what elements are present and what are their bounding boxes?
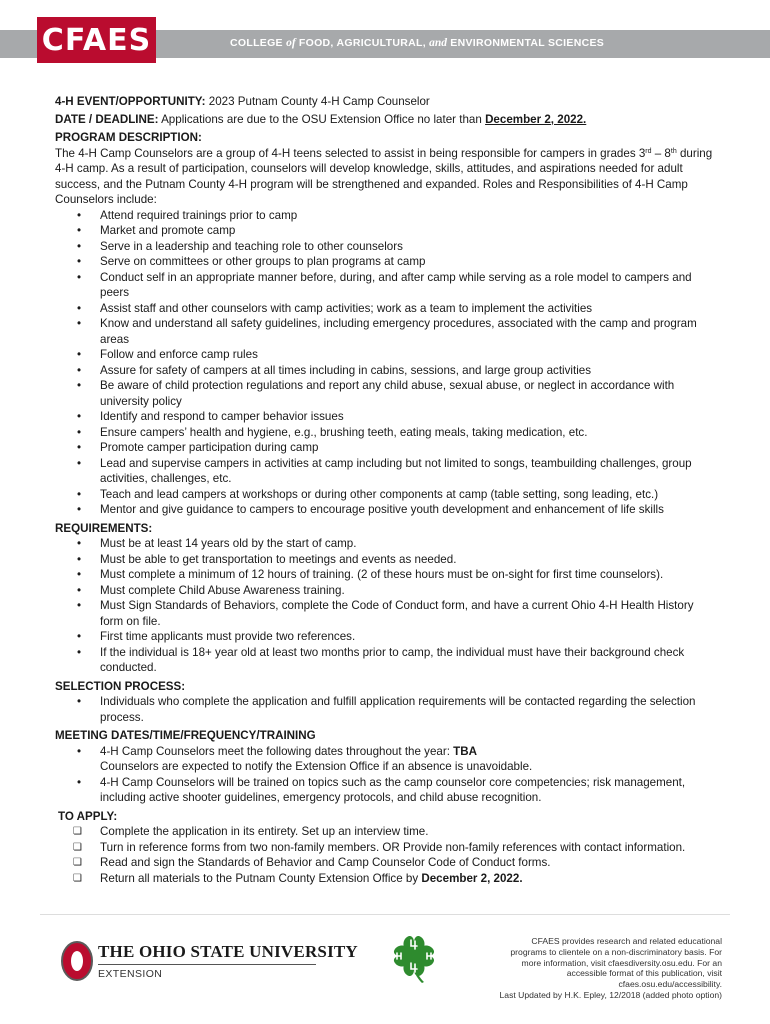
- event-label: 4-H EVENT/OPPORTUNITY:: [55, 95, 206, 108]
- requirements-list: [55, 536, 715, 676]
- list-item: • Know and understand all safety guidelines, including emergency procedures, associated with the camp and program areas: [55, 316, 715, 347]
- list-item: • Attend required trainings prior to camp: [55, 208, 715, 224]
- college-tagline: [230, 37, 604, 49]
- legal-line: more information, visit cfaesdiversity.osu.edu. For an: [521, 957, 722, 968]
- osu-rule: [98, 964, 316, 965]
- legal-line: CFAES provides research and related educational: [531, 936, 722, 946]
- apply-checklist: [55, 824, 715, 886]
- list-item: [55, 744, 715, 775]
- program-intro-b: – 8: [651, 146, 671, 160]
- cfaes-logo-text: CFAES: [41, 22, 152, 58]
- meeting-heading: MEETING DATES/TIME/FREQUENCY/TRAINING: [55, 729, 316, 742]
- requirements-heading: REQUIREMENTS:: [55, 521, 153, 535]
- meeting-list: [55, 744, 715, 806]
- list-item: • Must be able to get transportation to meetings and events as needed.: [55, 552, 715, 568]
- college-suffix: ENVIRONMENTAL SCIENCES: [450, 37, 605, 49]
- meeting-tba: TBA: [453, 744, 477, 758]
- college-mid: FOOD, AGRICULTURAL,: [298, 37, 426, 49]
- selection-list: [55, 694, 715, 725]
- program-intro-a: The 4-H Camp Counselors are a group of 4-H teens selected to assist in being responsible for campers in grades 3: [55, 146, 646, 160]
- deadline-date: December 2, 2022.: [485, 112, 587, 126]
- college-and: and: [429, 37, 448, 49]
- legal-line: programs to clientele on a non-discriminatory basis. For: [510, 946, 722, 957]
- list-item: • Conduct self in an appropriate manner before, during, and after camp while serving as a role model to campers and peers: [55, 270, 715, 301]
- deadline-value: Applications are due to the OSU Extension Office no later than: [161, 112, 482, 126]
- list-item: • Teach and lead campers at workshops or during other components at camp (table setting, song leading, etc.): [55, 487, 715, 503]
- list-item: • Must complete a minimum of 12 hours of training. (2 of these hours must be on-sight for first time counselors).: [55, 567, 715, 583]
- footer-divider: [40, 914, 730, 915]
- checklist-item: [55, 871, 715, 887]
- list-item: • Assist staff and other counselors with camp activities; work as a team to implement the activities: [55, 301, 715, 317]
- list-item: • Identify and respond to camper behavior issues: [55, 409, 715, 425]
- block-o-icon: [60, 940, 94, 982]
- program-heading: PROGRAM DESCRIPTION:: [55, 131, 202, 144]
- osu-name: THE OHIO STATE UNIVERSITY: [98, 942, 358, 961]
- list-item: • Individuals who complete the application and fulfill application requirements will be contacted regarding the selection process.: [55, 694, 715, 725]
- deadline-line: [55, 112, 715, 128]
- program-intro-sup2: th: [670, 147, 677, 155]
- program-intro: [55, 146, 715, 208]
- list-item: • First time applicants must provide two references.: [55, 629, 715, 645]
- list-item: • 4-H Camp Counselors will be trained on topics such as the camp counselor core competencies; risk management, including active shooter guidelines, emergency protocols, and child abuse recognition.: [55, 775, 715, 806]
- apply-last-text: Return all materials to the Putnam County Extension Office by: [100, 871, 422, 885]
- legal-line: accessible format of this publication, visit: [566, 968, 722, 979]
- college-prefix: COLLEGE: [230, 37, 283, 49]
- checklist-item: ❏ Read and sign the Standards of Behavior and Camp Counselor Code of Conduct forms.: [55, 855, 715, 871]
- deadline-label: DATE / DEADLINE:: [55, 112, 159, 126]
- list-item: • Be aware of child protection regulations and report any child abuse, sexual abuse, or neglect in accordance with university policy: [55, 378, 715, 409]
- legal-line: Last Updated by H.K. Epley, 12/2018 (added photo option): [499, 989, 722, 1000]
- apply-last-date: December 2, 2022.: [421, 871, 523, 885]
- list-item: • Follow and enforce camp rules: [55, 347, 715, 363]
- event-line: [55, 94, 715, 110]
- checklist-item: ❏ Turn in reference forms from two non-family members. OR Provide non-family references with contact information.: [55, 840, 715, 856]
- list-item: • Promote camper participation during camp: [55, 440, 715, 456]
- osu-extension-logo: [60, 938, 358, 984]
- list-item: • Must Sign Standards of Behaviors, complete the Code of Conduct form, and have a current Ohio 4-H Health History form on file.: [55, 598, 715, 629]
- legal-notice: [470, 936, 722, 1001]
- legal-line: cfaes.osu.edu/accessibility.: [618, 979, 722, 990]
- list-item: • Serve in a leadership and teaching role to other counselors: [55, 239, 715, 255]
- list-item: • Must be at least 14 years old by the start of camp.: [55, 536, 715, 552]
- list-item: • Ensure campers’ health and hygiene, e.g., brushing teeth, eating meals, taking medication, etc.: [55, 425, 715, 441]
- program-intro-sup1: rd: [645, 147, 652, 155]
- list-item: • If the individual is 18+ year old at least two months prior to camp, the individual must have their background check conducted.: [55, 645, 715, 676]
- four-h-clover-icon: [390, 932, 438, 984]
- college-of: of: [286, 37, 296, 49]
- list-item: • Must complete Child Abuse Awareness training.: [55, 583, 715, 599]
- list-item: • Serve on committees or other groups to plan programs at camp: [55, 254, 715, 270]
- meeting-item1-text: 4-H Camp Counselors meet the following dates throughout the year:: [100, 744, 454, 758]
- list-item: • Market and promote camp: [55, 223, 715, 239]
- list-item: • Mentor and give guidance to campers to encourage positive youth development and enhancement of life skills: [55, 502, 715, 518]
- document-body: [55, 94, 715, 886]
- list-item: • Lead and supervise campers in activities at camp including but not limited to songs, teambuilding challenges, group activities, challenges, etc.: [55, 456, 715, 487]
- program-list: [55, 208, 715, 518]
- selection-heading: SELECTION PROCESS:: [55, 679, 186, 693]
- event-value: 2023 Putnam County 4-H Camp Counselor: [208, 95, 430, 108]
- program-intro-c: during 4-H camp. As a result of participation, counselors will develop knowledge, skills, attitudes, and aspirations needed for adult success, and the Putnam County 4-H program will be strengthened and expanded. Roles and Responsibilities of 4-H Camp Counselors include:: [55, 146, 713, 206]
- osu-extension-label: EXTENSION: [98, 968, 163, 980]
- meeting-item1-line2: Counselors are expected to notify the Extension Office if an absence is unavoidable.: [100, 760, 533, 773]
- checklist-item: ❏ Complete the application in its entirety. Set up an interview time.: [55, 824, 715, 840]
- apply-heading: TO APPLY:: [58, 809, 118, 823]
- list-item: • Assure for safety of campers at all times including in cabins, sessions, and large group activities: [55, 363, 715, 379]
- cfaes-logo: [37, 17, 156, 63]
